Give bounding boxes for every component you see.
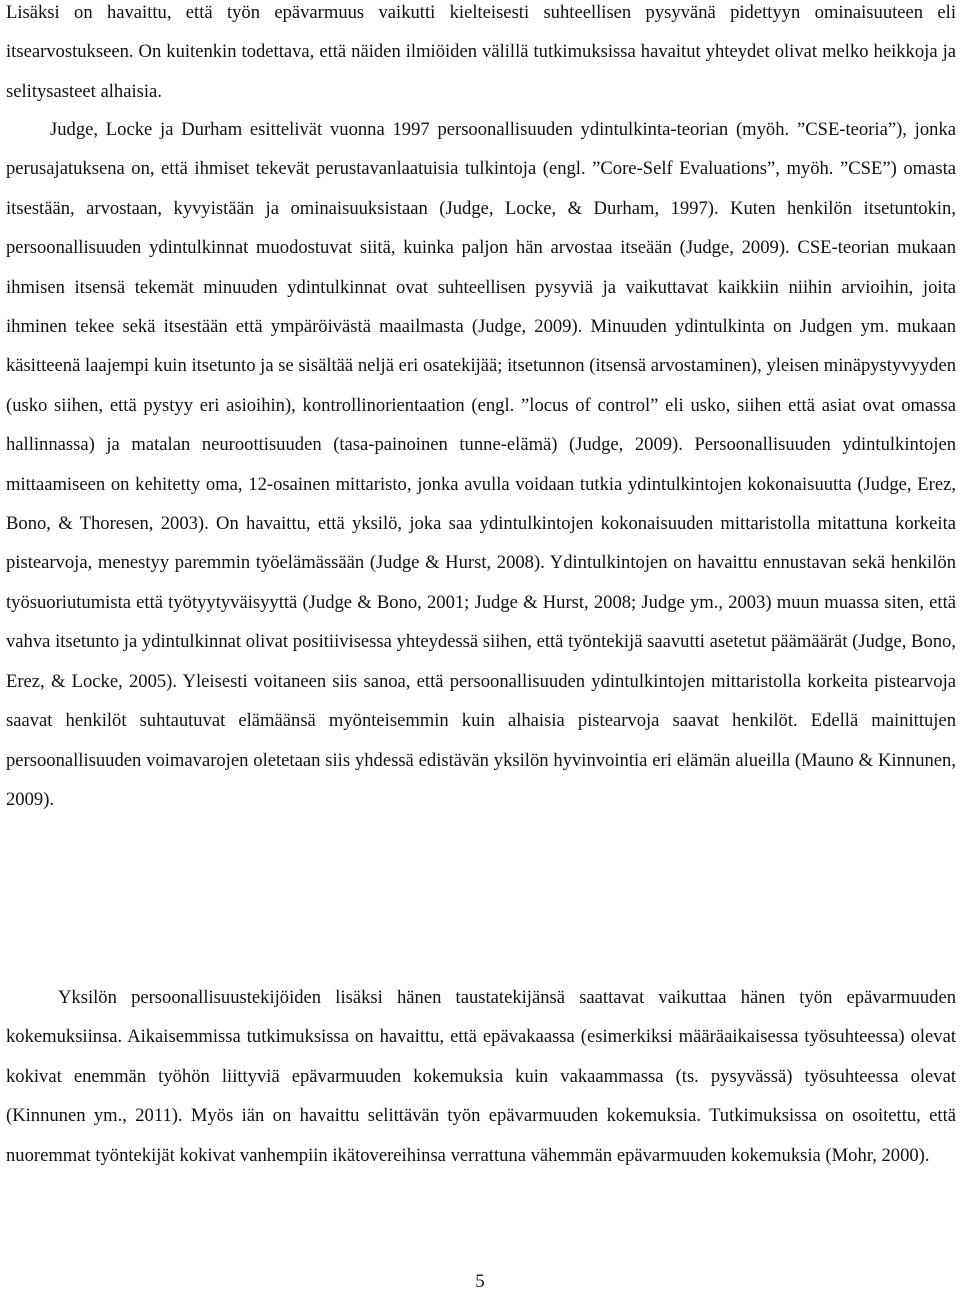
- paragraph-cse-theory: Judge, Locke ja Durham esittelivät vuonna 1997 persoonallisuuden ydintulkinta-teorian (myöh. ”CSE-teoria”), jonka perusajatuksena on, että ihmiset tekevät perustavanlaatuisia tulkintoja (engl. ”Core-Self Evaluations”, myöh. ”CSE”) omasta itsestään, arvostaan, kyvyistään ja ominaisuuksistaan (Judge, Locke, & Durham, 1997). Kuten henkilön itsetuntokin, persoonallisuuden ydintulkinnat muodostuvat siitä, kuinka paljon hän arvostaa itseään (Judge, 2009). CSE-teorian mukaan ihmisen itsensä tekemät minuuden ydintulkinnat ovat suhteellisen pysyviä ja vaikuttavat kaikkiin niihin arvioihin, joita ihminen tekee sekä itsestään että ympäröivästä maailmasta (Judge, 2009). Minuuden ydintulkinta on Judgen ym. mukaan käsitteenä laajempi kuin itsetunto ja se sisältää neljä eri osatekijää; itsetunnon (itsensä arvostaminen), yleisen minäpystyvyyden (usko siihen, että pystyy eri asioihin), kontrollinorientaation (engl. ”locus of control” eli usko, siihen että asiat ovat omassa hallinnassa) ja matalan neuroottisuuden (tasa-painoinen tunne-elämä) (Judge, 2009). Persoonallisuuden ydintulkintojen mittaamiseen on kehitetty oma, 12-osainen mittaristo, jonka avulla voidaan tutkia ydintulkintojen kokonaisuutta (Judge, Erez, Bono, & Thoresen, 2003). On havaittu, että yksilö, joka saa ydintulkintojen kokonaisuuden mittaristolla mitattuna korkeita pistearvoja, menestyy paremmin työelämässään (Judge & Hurst, 2008). Ydintulkintojen on havaittu ennustavan sekä henkilön työsuoriutumista että työtyytyväisyyttä (Judge & Bono, 2001; Judge & Hurst, 2008; Judge ym., 2003) muun muassa siten, että vahva itsetunto ja ydintulkinnat olivat positiivisessa yhteydessä siihen, että työntekijä saavutti asetetut päämäärät (Judge, Bono, Erez, & Locke, 2005). Yleisesti voitaneen siis sanoa, että persoonallisuuden ydintulkintojen mittaristolla korkeita pistearvoja saavat henkilöt suhtautuvat elämäänsä myönteisemmin kuin alhaisia pistearvoja saavat henkilöt. Edellä mainittujen persoonallisuuden voimavarojen oletetaan siis yhdessä edistävän yksilön hyvinvointia eri elämän alueilla (Mauno & Kinnunen, 2009).: [6, 119, 956, 810]
- paragraph-background-factors: Yksilön persoonallisuustekijöiden lisäksi hänen taustatekijänsä saattavat vaikuttaa hänen työn epävarmuuden kokemuksiinsa. Aikaisemmissa tutkimuksissa on havaittu, että epävakaassa (esimerkiksi määräaikaisessa työsuhteessa) olevat kokivat enemmän työhön liittyviä epävarmuuden kokemuksia kuin vakaammassa (ts. pysyvässä) työsuhteessa olevat (Kinnunen ym., 2011). Myös iän on havaittu selittävän työn epävarmuuden kokemuksia. Tutkimuksissa on osoitettu, että nuoremmat työntekijät kokivat vanhempiin ikätovereihinsa verrattuna vähemmän epävarmuuden kokemuksia (Mohr, 2000).: [6, 987, 956, 1166]
- page-number: 5: [475, 1271, 485, 1292]
- paragraph-job-insecurity-self-esteem: Lisäksi on havaittu, että työn epävarmuus vaikutti kielteisesti suhteellisen pysyvänä pidettyyn ominaisuuteen eli itsearvostukseen. On kuitenkin todettava, että näiden ilmiöiden välillä tutkimuksissa havaitut yhteydet olivat melko heikkoja ja selitysasteet alhaisia.: [6, 2, 956, 102]
